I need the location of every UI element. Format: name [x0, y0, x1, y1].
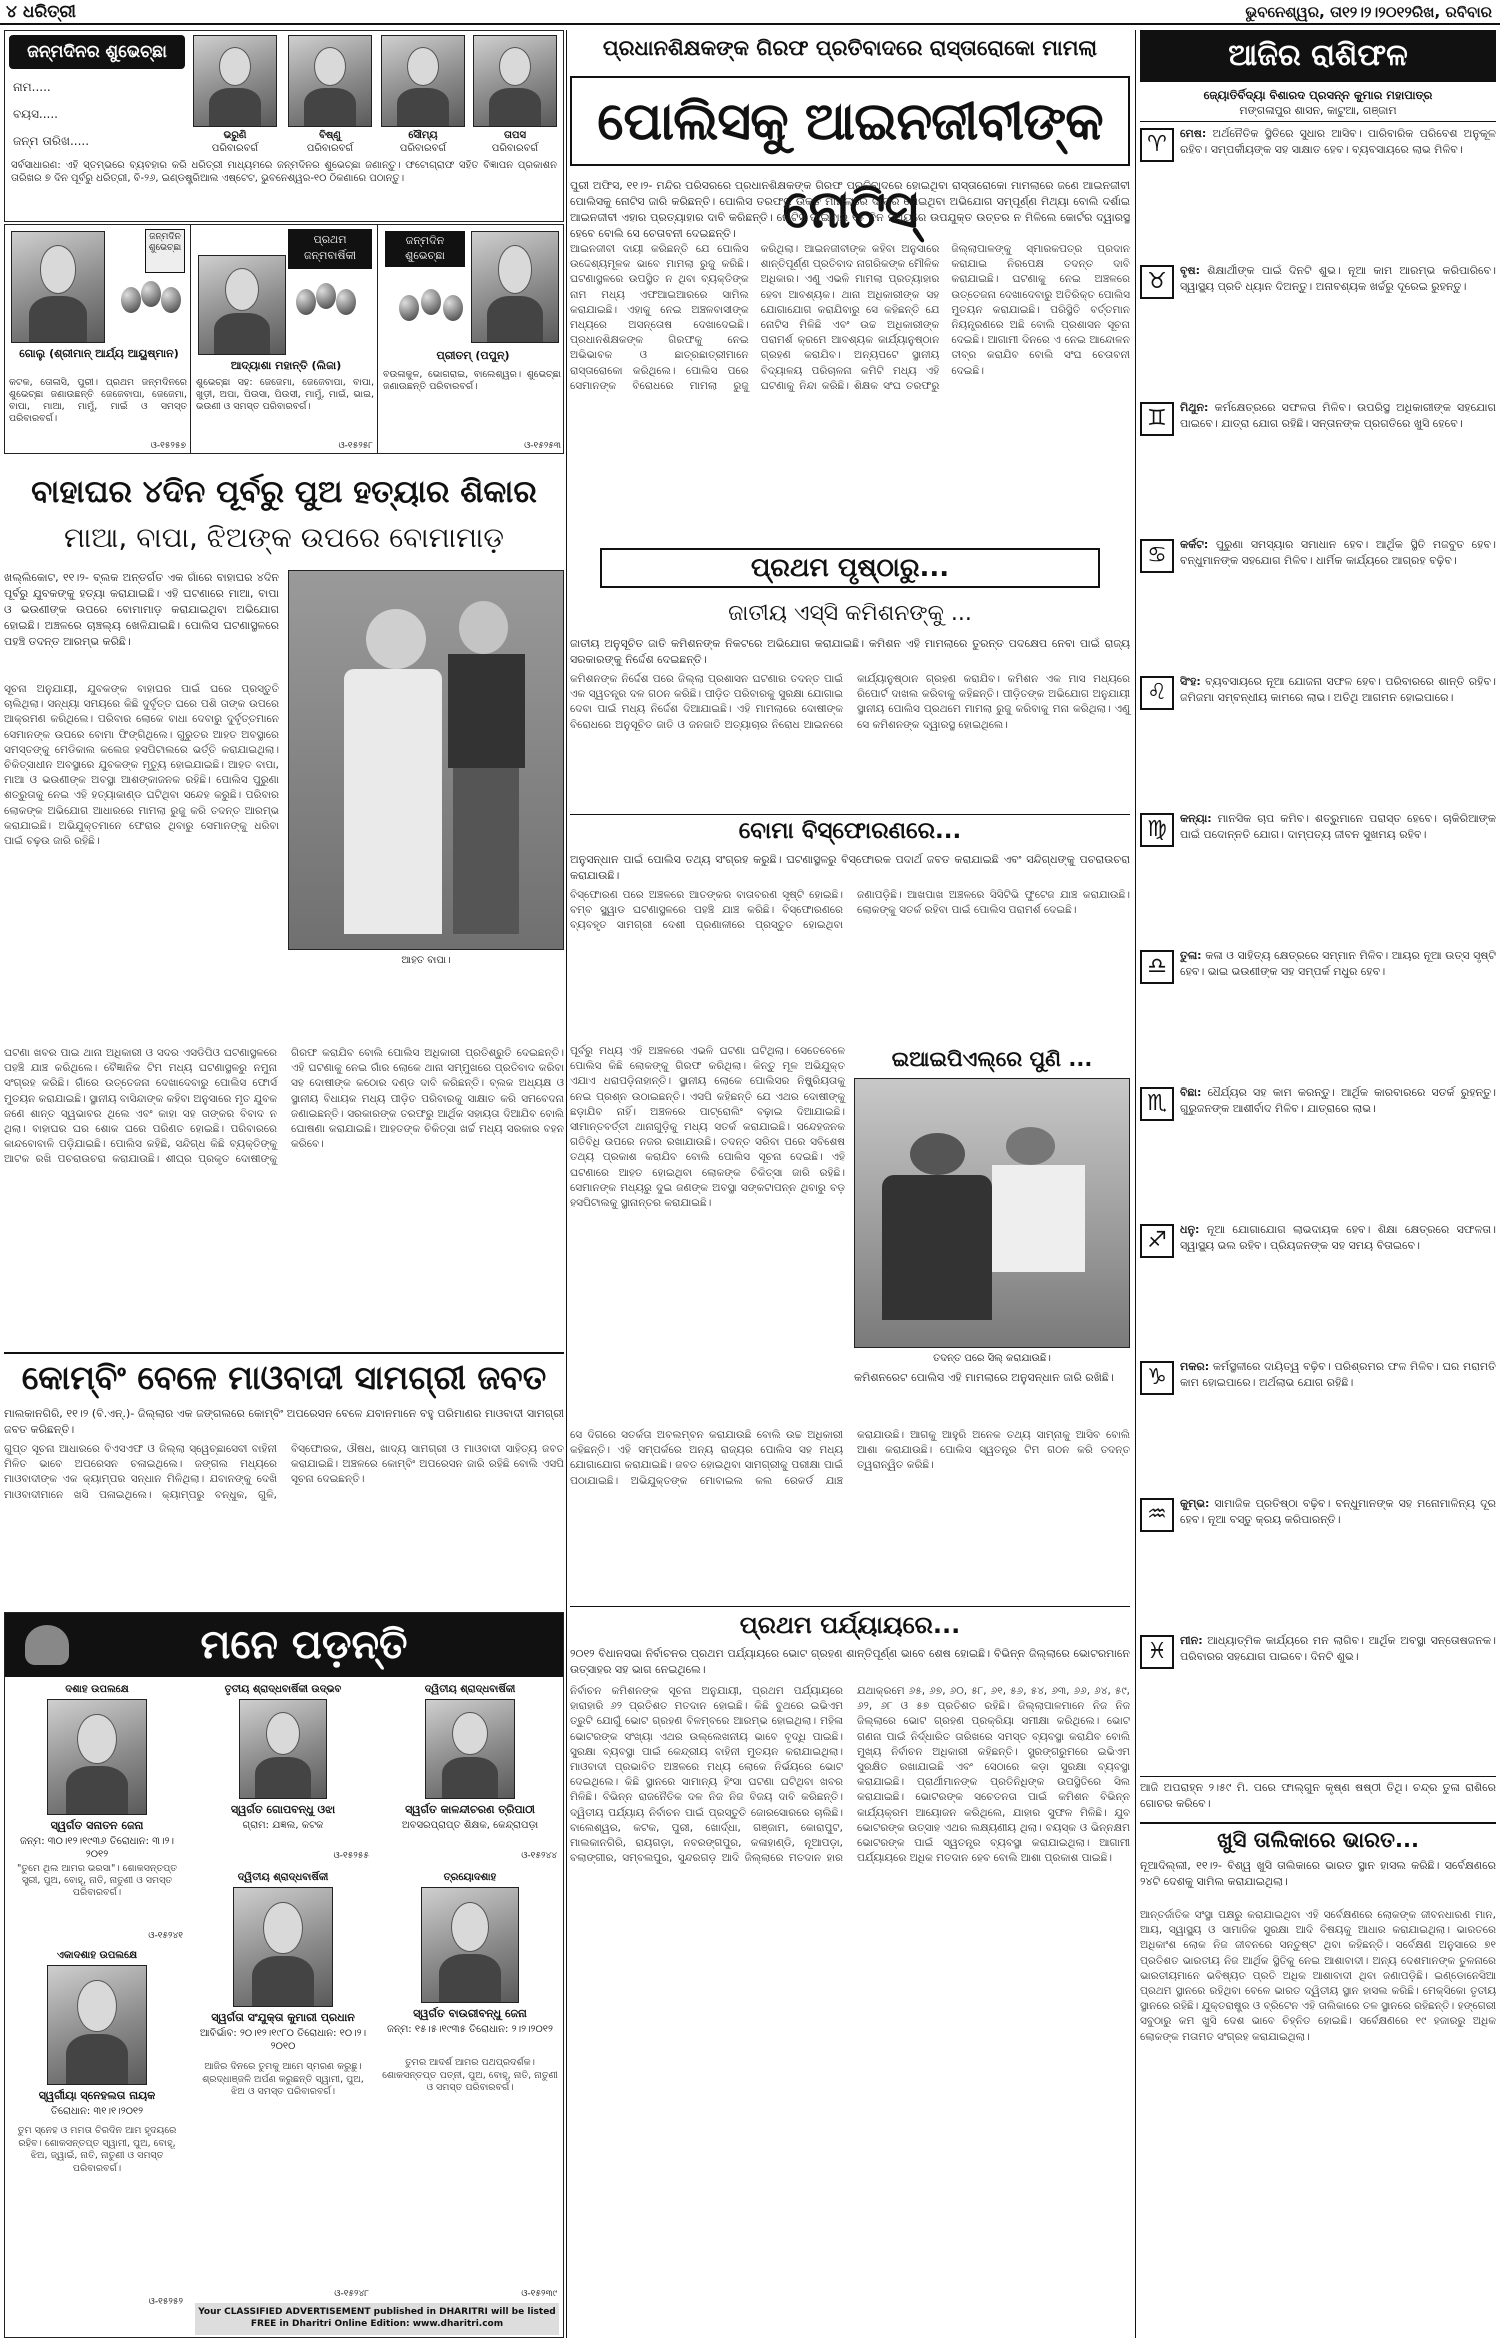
card-text-3: ବଉଳାକୁଳ, ଭୋଗରାଇ, ବାଲେଶ୍ୱର। ଶୁଭେଚ୍ଛା ଜଣାଉଛନ୍ତି ପରିବାରବର୍ଗ। — [383, 369, 561, 392]
sign-text-scorpio: ଧୈର୍ଯ୍ୟର ସହ କାମ କରନ୍ତୁ। ଆର୍ଥିକ କାରବାରରେ ସତର୍କ ରୁହନ୍ତୁ। ଗୁରୁଜନଙ୍କ ଆଶୀର୍ବାଦ ମିଳିବ। ଯାତ୍ରାରେ ଲାଭ। — [1180, 1086, 1496, 1115]
happiness-headline: ଖୁସି ତାଲିକାରେ ଭାରତ... — [1140, 1822, 1496, 1856]
classified-footer: Your CLASSIFIED ADVERTISEMENT published in DHARITRI will be listed FREE in Dharitri Online Edition: www.dharitri.com — [195, 2303, 559, 2335]
maoist-body-cont: ଗୁପ୍ତ ସୂଚନା ଆଧାରରେ ବିଏସଏଫ ଓ ଜିଲ୍ଲା ସ୍ୱେଚ୍ଛାସେବୀ ବାହିନୀ ମିଳିତ ଭାବେ ଅପରେସନ ଚଳାଇଥିଲେ। ଜଙ୍ଗଲ ମଧ୍ୟରେ ମାଓବାଦୀଙ୍କ ଏକ କ୍ୟାମ୍ପର ସନ୍ଧାନ ମିଳିଥିଲା। ଯବାନଙ୍କୁ ଦେଖି ମାଓବାଦୀମାନେ ଖସି ପଳାଇଥିଲେ। କ୍ୟାମ୍ପରୁ ବନ୍ଧୁକ, ଗୁଳି, ବିସ୍ଫୋରକ, ଔଷଧ, ଖାଦ୍ୟ ସାମଗ୍ରୀ ଓ ମାଓବାଦୀ ସାହିତ୍ୟ ଜବତ କରାଯାଇଛି। ଅଞ୍ଚଳରେ କୋମ୍ବିଂ ଅପରେସନ ଜାରି ରହିଛି ବୋଲି ଏସପି ସୂଚନା ଦେଇଛନ୍ତି। — [4, 1443, 564, 1501]
lead-story — [570, 30, 1130, 560]
card-code-3: ଓ-୧୫୨୫୩ — [524, 441, 561, 451]
election-headline: ପ୍ରଥମ ପର୍ଯ୍ୟାୟରେ... — [570, 1606, 1130, 1643]
obit-1 — [9, 1683, 185, 1943]
form-field-age: ବୟସ..... — [13, 107, 58, 121]
election-body: ୨୦୧୨ ବିଧାନସଭା ନିର୍ବାଚନର ପ୍ରଥମ ପର୍ଯ୍ୟାୟରେ ଭୋଟ ଗ୍ରହଣ ଶାନ୍ତିପୂର୍ଣ୍ଣ ଭାବେ ଶେଷ ହୋଇଛି। ବିଭିନ୍ନ ଜିଲ୍ଲାରେ ଭୋଟରମାନେ ଉତ୍ସାହର ସହ ଭାଗ ନେଇଥିଲେ। — [570, 1647, 1130, 1676]
continued-body-1: ଜାତୀୟ ଅନୁସୂଚିତ ଜାତି କମିଶନଙ୍କ ନିକଟରେ ଅଭିଯୋଗ କରାଯାଇଛି। କମିଶନ ଏହି ମାମଲାରେ ତୁରନ୍ତ ପଦକ୍ଷେପ ନେବା ପାଇଁ ରାଜ୍ୟ ସରକାରଙ୍କୁ ନିର୍ଦ୍ଦେଶ ଦେଇଛନ୍ତି। — [570, 637, 1130, 666]
obit-5 — [195, 1871, 371, 2301]
ipl-photo — [854, 1078, 1130, 1348]
obit-photo-4 — [47, 1965, 147, 2085]
obit-name-3: ସ୍ୱର୍ଗତ କାଳନ୍ଦୀଚରଣ ତ୍ରିପାଠୀ — [405, 1803, 535, 1816]
obit-tag-2: ତୃତୀୟ ଶ୍ରାଦ୍ଧବାର୍ଷିକୀ ଉଦ୍ଭବ — [224, 1684, 342, 1695]
card-balloons-icon — [145, 229, 185, 273]
maoist-body: ମାଲକାନଗିରି, ୧୧।୨ (ବି.ଏନ୍.)- ଜିଲ୍ଲାର ଏକ ଜଙ୍ଗଲରେ କୋମ୍ବିଂ ଅପରେସନ ବେଳେ ଯବାନମାନେ ବହୁ ପରିମାଣର ମାଓବାଦୀ ସାମଗ୍ରୀ ଜବତ କରିଛନ୍ତି। — [4, 1407, 564, 1436]
murder-headline-2: ମାଆ, ବାପା, ଝିଅଙ୍କ ଉପରେ ବୋମାମାଡ଼ — [63, 521, 505, 554]
birthday-card-2 — [192, 225, 378, 453]
obit-code-5: ଓ-୧୫୨୪୮ — [334, 2289, 369, 2299]
taurus-icon: ♉ — [1140, 265, 1174, 299]
continued-section — [570, 548, 1130, 1598]
sign-pisces — [1140, 1633, 1496, 1770]
kid-name-2: ବିଷ୍ଣୁ — [319, 130, 341, 141]
kid-name-1: ଭରୁଣି — [223, 130, 247, 141]
sign-name-capricorn: ମକର: — [1180, 1360, 1210, 1373]
sign-name-gemini: ମିଥୁନ: — [1180, 401, 1209, 414]
kid-sub-2: ପରିବାରବର୍ଗ — [306, 143, 354, 154]
obit-tag-3: ଦ୍ୱିତୀୟ ଶ୍ରାଦ୍ଧବାର୍ଷିକୀ — [424, 1684, 516, 1695]
murder-photo — [288, 570, 564, 950]
kid-sub-1: ପରିବାରବର୍ଗ — [211, 143, 259, 154]
murder-photo-caption: ଆହତ ବାପା। — [401, 955, 451, 966]
form-field-name: ନାମ..... — [13, 80, 51, 94]
murder-body: ଖଲ୍ଲିକୋଟ, ୧୧।୨- ବ୍ଲକ ଅନ୍ତର୍ଗତ ଏକ ଗାଁରେ ବାହାଘର ୪ଦିନ ପୂର୍ବରୁ ଯୁବକଙ୍କୁ ହତ୍ୟା କରାଯାଇଛି। ଏହି ଘଟଣାରେ ମାଆ, ବାପା ଓ ଭଉଣୀଙ୍କ ଉପରେ ବୋମାମାଡ଼ କରାଯାଇଥିବା ଅଭିଯୋଗ ହୋଇଛି। ଅଞ୍ଚଳରେ ଚାଞ୍ଚଲ୍ୟ ଖେଳିଯାଇଛି। ପୋଲିସ ଘଟଣାସ୍ଥଳରେ ପହଞ୍ଚି ତଦନ୍ତ ଆରମ୍ଭ କରିଛି। — [4, 571, 279, 648]
birthday-section — [4, 30, 564, 222]
birthday-note: ସର୍ବସାଧାରଣ: ଏହି ସ୍ତମ୍ଭରେ ବ୍ୟବହାର କରି ଧରିତ୍ରୀ ମାଧ୍ୟମରେ ଜନ୍ମଦିନର ଶୁଭେଚ୍ଛା ଜଣାନ୍ତୁ। ଫଟୋଗ୍ରାଫ ସହିତ ବିଜ୍ଞାପନ ପ୍ରକାଶନ ତାରିଖର ୭ ଦିନ ପୂର୍ବରୁ ଧରିତ୍ରୀ, ବି-୨୬, ଇଣ୍ଡଷ୍ଟ୍ରିଆଲ ଏଷ୍ଟେଟ, ଭୁବନେଶ୍ୱର-୧୦ ଠିକଣାରେ ପଠାନ୍ତୁ। — [11, 160, 557, 184]
obit-code-3: ଓ-୧୫୨୪୪ — [521, 1851, 557, 1861]
sign-text-libra: କଳା ଓ ସାହିତ୍ୟ କ୍ଷେତ୍ରରେ ସମ୍ମାନ ମିଳିବ। ଆୟର ନୂଆ ଉତ୍ସ ସୃଷ୍ଟି ହେବ। ଭାଇ ଭଉଣୀଙ୍କ ସହ ସମ୍ପର୍କ ମଧୁର ହେବ। — [1180, 949, 1497, 978]
obit-extra-1: "ତୁମେ ଥିଲ ଆମର ଭରସା"। ଶୋକସନ୍ତପ୍ତ ସ୍ତ୍ରୀ, ପୁଅ, ବୋହୂ, ନାତି, ନାତୁଣୀ ଓ ସମସ୍ତ ପରିବାରବର୍ଗ। — [16, 1863, 178, 1898]
obit-tag-6: ତ୍ରୟୋଦଶାହ — [443, 1872, 497, 1883]
obit-photo-3 — [425, 1699, 515, 1799]
page-number: ୪ ଧରିତ୍ରୀ — [6, 2, 76, 22]
card-tag-3: ଜନ୍ମଦିନ ଶୁଭେଚ୍ଛା — [385, 231, 465, 267]
card-name-1: ଗୋଲୁ (ଶ୍ରୀମାନ୍ ଆର୍ଯ୍ୟ ଆୟୁଷ୍ମାନ) — [19, 347, 179, 360]
continued-label: ପ୍ରଥମ ପୃଷ୍ଠାରୁ... — [600, 548, 1100, 588]
sign-text-pisces: ଆଧ୍ୟାତ୍ମିକ କାର୍ଯ୍ୟରେ ମନ ଲାଗିବ। ଆର୍ଥିକ ଅବସ୍ଥା ସନ୍ତୋଷଜନକ। ପରିବାରର ସହଯୋଗ ପାଇବେ। ଦିନଟି ଶୁଭ। — [1180, 1634, 1497, 1663]
card-photo-1 — [11, 231, 105, 343]
obit-photo-1 — [47, 1699, 147, 1815]
sign-name-virgo: କନ୍ୟା: — [1180, 812, 1212, 825]
page-header — [0, 0, 1500, 26]
sign-name-libra: ତୁଳା: — [1180, 949, 1202, 962]
rashifal-place: ମଙ୍ଗଳାପୁର ଶାସନ, କାଟୁଆ, ଗଞ୍ଜାମ — [1140, 104, 1496, 122]
happiness-body-cont: ଆନ୍ତର୍ଜାତିକ ସଂସ୍ଥା ପକ୍ଷରୁ କରାଯାଇଥିବା ଏହି ସର୍ବେକ୍ଷଣରେ ଲୋକଙ୍କ ଜୀବନଧାରଣ ମାନ, ଆୟ, ସ୍ୱାସ୍ଥ୍ୟ ଓ ସାମାଜିକ ସୁରକ୍ଷା ଆଦି ବିଷୟକୁ ଆଧାର କରାଯାଇଥିଲା। ଭାରତରେ ଅଧିକାଂଶ ଲୋକ ନିଜ ଜୀବନରେ ସନ୍ତୁଷ୍ଟ ଥିବା କହିଛନ୍ତି। ସର୍ବେକ୍ଷଣ ଅନୁସାରେ ୭୧ ପ୍ରତିଶତ ଭାରତୀୟ ନିଜ ଆର୍ଥିକ ସ୍ଥିତିକୁ ନେଇ ଆଶାବାଦୀ। ଅନ୍ୟ ଦେଶମାନଙ୍କ ତୁଳନାରେ ଭାରତୀୟମାନେ ଭବିଷ୍ୟତ ପ୍ରତି ଅଧିକ ଆଶାବାଦୀ ଥିବା ଜଣାପଡ଼ିଛି। ଇଣ୍ଡୋନେସିଆ ପ୍ରଥମ ସ୍ଥାନରେ ରହିଥିବା ବେଳେ ଭାରତ ଦ୍ୱିତୀୟ ସ୍ଥାନ ହାସଲ କରିଛି। ମେକ୍ସିକୋ ତୃତୀୟ ସ୍ଥାନରେ ରହିଛି। ଯୁକ୍ତରାଷ୍ଟ୍ର ଓ ବ୍ରିଟେନ ଏହି ତାଲିକାରେ ତଳ ସ୍ଥାନରେ ରହିଛନ୍ତି। ହଙ୍ଗେରୀ ସବୁଠାରୁ କମ ଖୁସି ଦେଶ ଭାବେ ଚିହ୍ନିତ ହୋଇଛି। ସର୍ବେକ୍ଷଣରେ ୧୯ ହଜାରରୁ ଅଧିକ ଲୋକଙ୍କ ମତାମତ ସଂଗ୍ରହ କରାଯାଇଥିଲା। — [1140, 1909, 1496, 2043]
ipl-body-cont: ସେ ଦିଗରେ ସତର୍କତା ଅବଲମ୍ବନ କରାଯାଉଛି ବୋଲି ଉଚ୍ଚ ଅଧିକାରୀ କହିଛନ୍ତି। ଏହି ସମ୍ପର୍କରେ ଅନ୍ୟ ରାଜ୍ୟର ପୋଲିସ ସହ ମଧ୍ୟ ଯୋଗାଯୋଗ କରାଯାଇଛି। ଜବତ ହୋଇଥିବା ସାମଗ୍ରୀକୁ ପରୀକ୍ଷା ପାଇଁ ପଠାଯାଇଛି। ଅଭିଯୁକ୍ତଙ୍କ ମୋବାଇଲ କଲ ରେକର୍ଡ ଯାଞ୍ଚ କରାଯାଉଛି। ଆଗକୁ ଆହୁରି ଅନେକ ତଥ୍ୟ ସାମ୍ନାକୁ ଆସିବ ବୋଲି ଆଶା କରାଯାଉଛି। ପୋଲିସ ସ୍ୱତନ୍ତ୍ର ଟିମ ଗଠନ କରି ତଦନ୍ତ ତ୍ୱରାନ୍ୱିତ କରିଛି। — [570, 1429, 1130, 1487]
obit-name-2: ସ୍ୱର୍ଗତ ଗୋପବନ୍ଧୁ ଓଝା — [230, 1803, 336, 1816]
kid-name-4: ତାପସ — [504, 130, 526, 141]
happiness-body: ନୂଆଦିଲ୍ଲୀ, ୧୧।୨- ବିଶ୍ୱ ଖୁସି ତାଲିକାରେ ଭାରତ ସ୍ଥାନ ହାସଲ କରିଛି। ସର୍ବେକ୍ଷଣରେ ୨୪ଟି ଦେଶକୁ ସାମିଲ କରାଯାଇଥିଲା। — [1140, 1859, 1496, 1888]
scorpio-icon: ♏ — [1140, 1087, 1174, 1121]
obit-text-5: ଆବିର୍ଭାବ: ୨୦।୧୨।୧୯୮୦ ତିରୋଧାନ: ୧୦।୨।୨୦୧୦ — [199, 2028, 367, 2052]
sign-list — [1140, 126, 1496, 1771]
aries-icon: ♈ — [1140, 128, 1174, 162]
card-photo-2 — [198, 255, 286, 355]
birthday-card-3 — [379, 225, 565, 453]
continued-sub-2: ବୋମା ବିସ୍ଫୋରଣରେ... — [570, 814, 1130, 847]
kid-photo-2 — [288, 35, 372, 127]
virgo-icon: ♍ — [1140, 813, 1174, 847]
sign-text-gemini: କର୍ମକ୍ଷେତ୍ରରେ ସଫଳତା ମିଳିବ। ଉପରିସ୍ଥ ଅଧିକାରୀଙ୍କ ସହଯୋଗ ପାଇବେ। ଯାତ୍ରା ଯୋଗ ରହିଛି। ସନ୍ତାନଙ୍କ ପ୍ରଗତିରେ ଖୁସି ହେବେ। — [1180, 401, 1496, 430]
election-body-cont: ନିର୍ବାଚନ କମିଶନଙ୍କ ସୂଚନା ଅନୁଯାୟୀ, ପ୍ରଥମ ପର୍ଯ୍ୟାୟରେ ହାରାହାରି ୬୨ ପ୍ରତିଶତ ମତଦାନ ହୋଇଛି। କିଛି ବୁଥରେ ଇଭିଏମ ତ୍ରୁଟି ଯୋଗୁଁ ଭୋଟ ଗ୍ରହଣ ବିଳମ୍ବରେ ଆରମ୍ଭ ହୋଇଥିଲା। ମହିଳା ଭୋଟରଙ୍କ ସଂଖ୍ୟା ଏଥର ଉଲ୍ଲେଖନୀୟ ଭାବେ ବୃଦ୍ଧି ପାଇଛି। ସୁରକ୍ଷା ବ୍ୟବସ୍ଥା ପାଇଁ କେନ୍ଦ୍ରୀୟ ବାହିନୀ ମୁତୟନ କରାଯାଇଥିଲା। ମାଓବାଦୀ ପ୍ରଭାବିତ ଅଞ୍ଚଳରେ ମଧ୍ୟ ଲୋକେ ନିର୍ଭୟରେ ଭୋଟ ଦେଇଥିଲେ। କିଛି ସ୍ଥାନରେ ସାମାନ୍ୟ ହିଂସା ଘଟଣା ଘଟିଥିବା ଖବର ମିଳିଛି। ବିଭିନ୍ନ ରାଜନୈତିକ ଦଳ ନିଜ ନିଜ ବିଜୟ ଦାବି କରିଛନ୍ତି। ଦ୍ୱିତୀୟ ପର୍ଯ୍ୟାୟ ନିର୍ବାଚନ ପାଇଁ ପ୍ରସ୍ତୁତି ଜୋରସୋରରେ ଚାଲିଛି। ବାଲେଶ୍ୱର, କଟକ, ପୁରୀ, ଖୋର୍ଦ୍ଧା, ଗଞ୍ଜାମ, କୋରାପୁଟ, ମାଲକାନଗିରି, ରାୟଗଡ଼ା, ନବରଙ୍ଗପୁର, କଳାହାଣ୍ଡି, ନୂଆପଡ଼ା, ବଲାଙ୍ଗୀର, ସମ୍ବଲପୁର, ସୁନ୍ଦରଗଡ଼ ଆଦି ଜିଲ୍ଲାରେ ମତଦାନ ହାର ଯଥାକ୍ରମେ ୬୫, ୬୭, ୬୦, ୫୮, ୬୧, ୫୬, ୫୪, ୬୩, ୬୬, ୬୪, ୫୯, ୬୨, ୬୮ ଓ ୫୭ ପ୍ରତିଶତ ରହିଛି। ଜିଲ୍ଲାପାଳମାନେ ନିଜ ନିଜ ଜିଲ୍ଲାରେ ଭୋଟ ଗ୍ରହଣ ପ୍ରକ୍ରିୟା ସମୀକ୍ଷା କରିଥିଲେ। ଭୋଟ ଗଣନା ପାଇଁ ନିର୍ଦ୍ଧାରିତ ତାରିଖରେ ସମସ୍ତ ବ୍ୟବସ୍ଥା କରାଯିବ ବୋଲି ମୁଖ୍ୟ ନିର୍ବାଚନ ଅଧିକାରୀ କହିଛନ୍ତି। ସ୍ଟ୍ରଙ୍ଗରୁମରେ ଇଭିଏମ ସୁରକ୍ଷିତ ରଖାଯାଇଛି ଏବଂ ସେଠାରେ କଡ଼ା ସୁରକ୍ଷା ବ୍ୟବସ୍ଥା କରାଯାଇଛି। ପ୍ରାର୍ଥୀମାନଙ୍କ ପ୍ରତିନିଧିଙ୍କ ଉପସ୍ଥିତିରେ ସିଲ କରାଯାଇଛି। ଭୋଟରଙ୍କ ସଚେତନତା ପାଇଁ କମିଶନ ବିଭିନ୍ନ କାର୍ଯ୍ୟକ୍ରମ ଆୟୋଜନ କରିଥିଲେ, ଯାହାର ସୁଫଳ ମିଳିଛି। ଯୁବ ଭୋଟରଙ୍କ ଉତ୍ସାହ ଏଥର ଲକ୍ଷ୍ୟଣୀୟ ଥିଲା। ବୟସ୍କ ଓ ଭିନ୍ନକ୍ଷମ ଭୋଟରଙ୍କ ପାଇଁ ସ୍ୱତନ୍ତ୍ର ବ୍ୟବସ୍ଥା କରାଯାଇଥିଲା। ଆଗାମୀ ପର୍ଯ୍ୟାୟରେ ଅଧିକ ମତଦାନ ହେବ ବୋଲି ଆଶା ପ୍ରକାଶ ପାଇଛି। — [570, 1685, 1130, 1865]
kid-photo-1 — [193, 35, 277, 127]
cancer-icon: ♋ — [1140, 539, 1174, 573]
obit-3 — [381, 1683, 559, 1863]
obit-text-6: ଜନ୍ମ: ୧୫।୫।୧୯୩୫ ତିରୋଧାନ: ୨।୨।୨୦୧୨ — [387, 2024, 553, 2035]
sign-aquarius — [1140, 1496, 1496, 1633]
murder-body-lower: ଘଟଣା ଖବର ପାଇ ଥାନା ଅଧିକାରୀ ଓ ସଦର ଏସଡିପିଓ ଘଟଣାସ୍ଥଳରେ ପହଞ୍ଚି ଯାଞ୍ଚ କରିଥିଲେ। ବୈଜ୍ଞାନିକ ଟିମ ମଧ୍ୟ ଘଟଣାସ୍ଥଳରୁ ନମୁନା ସଂଗ୍ରହ କରିଛି। ଗାଁରେ ଉତ୍ତେଜନା ଦେଖାଦେବାରୁ ପୋଲିସ ଫୋର୍ସ ମୁତୟନ କରାଯାଇଛି। ସ୍ଥାନୀୟ ବାସିନ୍ଦାଙ୍କ କହିବା ଅନୁସାରେ ମୃତ ଯୁବକ ଜଣେ ଶାନ୍ତ ସ୍ୱଭାବର ଥିଲେ ଏବଂ କାହା ସହ ତାଙ୍କର ବିବାଦ ନ ଥିଲା। ବାହାଘର ଘର ଶୋକ ଘରେ ପରିଣତ ହୋଇଛି। ପରିବାରରେ କାନ୍ଦବୋବାଳି ପଡ଼ିଯାଇଛି। ପୋଲିସ କହିଛି, ସନ୍ଦିଗ୍ଧ କିଛି ବ୍ୟକ୍ତିଙ୍କୁ ଆଟକ ରଖି ପଚରାଉଚରା କରାଯାଉଛି। ଶୀଘ୍ର ପ୍ରକୃତ ଦୋଷୀଙ୍କୁ ଗିରଫ କରାଯିବ ବୋଲି ପୋଲିସ ଅଧିକାରୀ ପ୍ରତିଶ୍ରୁତି ଦେଇଛନ୍ତି। ଏହି ଘଟଣାକୁ ନେଇ ଗାଁର ଲୋକେ ଥାନା ସମ୍ମୁଖରେ ପ୍ରତିବାଦ କରିବା ସହ ଦୋଷୀଙ୍କ କଠୋର ଦଣ୍ଡ ଦାବି କରିଛନ୍ତି। ବ୍ଲକ ଅଧ୍ୟକ୍ଷ ଓ ସ୍ଥାନୀୟ ବିଧାୟକ ମଧ୍ୟ ପୀଡ଼ିତ ପରିବାରକୁ ସାକ୍ଷାତ କରି ସମବେଦନା ଜଣାଇଛନ୍ତି। ସରକାରଙ୍କ ତରଫରୁ ଆର୍ଥିକ ସହାୟତା ଦିଆଯିବ ବୋଲି ଘୋଷଣା କରାଯାଇଛି। ଆହତଙ୍କ ଚିକିତ୍ସା ଖର୍ଚ୍ଚ ମଧ୍ୟ ସରକାର ବହନ କରିବେ। — [4, 1047, 564, 1166]
obit-tag-1: ଦଶାହ ଉପଲକ୍ଷେ — [65, 1684, 129, 1695]
sign-name-leo: ସିଂହ: — [1180, 675, 1201, 688]
obit-text-3: ଅବସରପ୍ରାପ୍ତ ଶିକ୍ଷକ, କେନ୍ଦ୍ରାପଡ଼ା — [401, 1820, 539, 1831]
rashifal-title: ଆଜିର ରାଶିଫଳ — [1140, 30, 1496, 82]
sign-text-aquarius: ସାମାଜିକ ପ୍ରତିଷ୍ଠା ବଢ଼ିବ। ବନ୍ଧୁମାନଙ୍କ ସହ ମନୋମାଳିନ୍ୟ ଦୂର ହେବ। ନୂଆ ବସ୍ତୁ କ୍ରୟ କରିପାରନ୍ତି। — [1180, 1497, 1496, 1526]
sign-name-sagittarius: ଧନୁ: — [1180, 1223, 1200, 1236]
rashifal-section — [1140, 30, 1496, 1820]
lamp-icon — [25, 1625, 69, 1665]
sign-taurus — [1140, 263, 1496, 400]
sign-gemini — [1140, 400, 1496, 537]
aquarius-icon: ♒ — [1140, 1498, 1174, 1532]
dateline: ଭୁବନେଶ୍ୱର, ତା୧୨।୨।୨୦୧୨ରିଖ, ରବିବାର — [1245, 3, 1492, 21]
obit-2 — [195, 1683, 371, 1863]
continued-body-3: ପୂର୍ବରୁ ମଧ୍ୟ ଏହି ଅଞ୍ଚଳରେ ଏଭଳି ଘଟଣା ଘଟିଥିଲା। ସେତେବେଳେ ପୋଲିସ କିଛି ଲୋକଙ୍କୁ ଗିରଫ କରିଥିଲା। କିନ୍ତୁ ମୂଳ ଅଭିଯୁକ୍ତ ଏଯାଏ ଧରାପଡ଼ିନାହାନ୍ତି। ସ୍ଥାନୀୟ ଲୋକେ ପୋଲିସର ନିଷ୍କ୍ରିୟତାକୁ ନେଇ ପ୍ରଶ୍ନ ଉଠାଇଛନ୍ତି। ଏସପି କହିଛନ୍ତି ଯେ ଏଥର ଦୋଷୀଙ୍କୁ ଛଡ଼ାଯିବ ନାହିଁ। ଅଞ୍ଚଳରେ ପାଟ୍ରୋଲିଂ ବଢ଼ାଇ ଦିଆଯାଇଛି। ସୀମାନ୍ତବର୍ତ୍ତୀ ଥାନାଗୁଡ଼ିକୁ ମଧ୍ୟ ସତର୍କ କରାଯାଇଛି। ସନ୍ଦେହଜନକ ଗତିବିଧି ଉପରେ ନଜର ରଖାଯାଉଛି। ତଦନ୍ତ ସରିବା ପରେ ସବିଶେଷ ତଥ୍ୟ ପ୍ରକାଶ କରାଯିବ ବୋଲି ପୋଲିସ ସୂଚନା ଦେଇଛି। ଏହି ଘଟଣାରେ ଆହତ ହୋଇଥିବା ଲୋକଙ୍କ ଚିକିତ୍ସା ଜାରି ରହିଛି। ସେମାନଙ୍କ ମଧ୍ୟରୁ ଦୁଇ ଜଣଙ୍କ ଅବସ୍ଥା ସଙ୍କଟାପନ୍ନ ଥିବାରୁ ବଡ଼ ହସପିଟାଲକୁ ସ୍ଥାନାନ୍ତର କରାଯାଇଛି। — [570, 1045, 845, 1210]
column-rule-1 — [566, 30, 567, 2338]
murder-body-cont: ସୂଚନା ଅନୁଯାୟୀ, ଯୁବକଙ୍କ ବାହାଘର ପାଇଁ ଘରେ ପ୍ରସ୍ତୁତି ଚାଲିଥିଲା। ସନ୍ଧ୍ୟା ସମୟରେ କିଛି ଦୁର୍ବୃତ୍ତ ଘରେ ପଶି ତାଙ୍କ ଉପରେ ଆକ୍ରମଣ କରିଥିଲେ। ପରିବାର ଲୋକେ ବାଧା ଦେବାରୁ ଦୁର୍ବୃତ୍ତମାନେ ସେମାନଙ୍କ ଉପରେ ବୋମା ଫିଙ୍ଗିଥିଲେ। ଗୁରୁତର ଆହତ ଅବସ୍ଥାରେ ସମସ୍ତଙ୍କୁ ମେଡିକାଲ କଲେଜ ହସପିଟାଲରେ ଭର୍ତ୍ତି କରାଯାଇଥିଲା। ଚିକିତ୍ସାଧୀନ ଅବସ୍ଥାରେ ଯୁବକଙ୍କ ମୃତ୍ୟୁ ହୋଇଯାଇଛି। ଆହତ ବାପା, ମାଆ ଓ ଭଉଣୀଙ୍କ ଅବସ୍ଥା ଆଶଙ୍କାଜନକ ରହିଛି। ପୋଲିସ ପୁରୁଣା ଶତ୍ରୁତାକୁ ନେଇ ଏହି ହତ୍ୟାକାଣ୍ଡ ଘଟିଥିବା ସନ୍ଦେହ କରୁଛି। ପରିବାର ଲୋକଙ୍କ ଅଭିଯୋଗ ଆଧାରରେ ମାମଲା ରୁଜୁ କରି ତଦନ୍ତ ଆରମ୍ଭ କରାଯାଇଛି। ଅଭିଯୁକ୍ତମାନେ ଫେରାର ଥିବାରୁ ସେମାନଙ୍କୁ ଧରିବା ପାଇଁ ଚଢ଼ଉ ଜାରି ରହିଛି। — [4, 683, 279, 848]
form-field-dob: ଜନ୍ମ ତାରିଖ..... — [13, 134, 90, 148]
obit-4 — [9, 1949, 185, 2309]
rashifal-note: ଆଜି ଅପରାହ୍ନ ୨।୫୯ ମି. ପରେ ଫାଲ୍ଗୁନ କୃଷ୍ଣ ଷଷ୍ଠୀ ତିଥି। ଚନ୍ଦ୍ର ତୁଳା ରାଶିରେ ଗୋଚର କରିବେ। — [1140, 1776, 1496, 1816]
libra-icon: ♎ — [1140, 950, 1174, 984]
obit-code-1: ଓ-୧୫୨୪୧ — [148, 1931, 183, 1941]
obit-name-4: ସ୍ୱର୍ଗୀୟା ସ୍ନେହଲତା ନାୟକ — [38, 2089, 156, 2102]
birthday-title: ଜନ୍ମଦିନର ଶୁଭେଚ୍ଛା — [9, 35, 185, 69]
obit-code-6: ଓ-୧୫୨୩୯ — [521, 2289, 557, 2299]
obit-photo-5 — [233, 1887, 333, 2007]
continued-body-2: ଅନୁସନ୍ଧାନ ପାଇଁ ପୋଲିସ ତଥ୍ୟ ସଂଗ୍ରହ କରୁଛି। ଘଟଣାସ୍ଥଳରୁ ବିସ୍ଫୋରକ ପଦାର୍ଥ ଜବତ କରାଯାଇଛି ଏବଂ ସନ୍ଦିଗ୍ଧଙ୍କୁ ପଚରାଉଚରା କରାଯାଉଛି। — [570, 853, 1130, 882]
continued-body-2-cont: ବିସ୍ଫୋରଣ ପରେ ଅଞ୍ଚଳରେ ଆତଙ୍କର ବାତାବରଣ ସୃଷ୍ଟି ହୋଇଛି। ବମ୍ବ ସ୍କ୍ୱାଡ ଘଟଣାସ୍ଥଳରେ ପହଞ୍ଚି ଯାଞ୍ଚ କରିଛି। ବିସ୍ଫୋରଣରେ ବ୍ୟବହୃତ ସାମଗ୍ରୀ ଦେଶୀ ପ୍ରଣାଳୀରେ ପ୍ରସ୍ତୁତ ହୋଇଥିବା ଜଣାପଡ଼ିଛି। ଆଖପାଖ ଅଞ୍ଚଳରେ ସିସିଟିଭି ଫୁଟେଜ ଯାଞ୍ଚ କରାଯାଉଛି। ଲୋକଙ୍କୁ ସତର୍କ ରହିବା ପାଇଁ ପୋଲିସ ପରାମର୍ଶ ଦେଇଛି। — [570, 889, 1130, 932]
sign-virgo — [1140, 811, 1496, 948]
kid-photo-4 — [473, 35, 557, 127]
leo-icon: ♌ — [1140, 676, 1174, 710]
card-code-1: ଓ-୧୫୨୫୭ — [150, 441, 186, 451]
obit-extra-6: ତୁମର ଆଦର୍ଶ ଆମର ପଥପ୍ରଦର୍ଶକ। ଶୋକସନ୍ତପ୍ତ ପତ୍ନୀ, ପୁଅ, ବୋହୂ, ନାତି, ନାତୁଣୀ ଓ ସମସ୍ତ ପରିବାରବର୍ଗ। — [382, 2057, 558, 2093]
sign-name-taurus: ବୃଷ: — [1180, 264, 1201, 277]
lead-body: ପୁରୀ ଅଫିସ, ୧୧।୨- ମନ୍ଦିର ପରିସରରେ ପ୍ରଧାନଶିକ୍ଷକଙ୍କ ଗିରଫ ପ୍ରତିବାଦରେ ହୋଇଥିବା ରାସ୍ତାରୋକୋ ମାମଲାରେ ଜଣେ ଆଇନଜୀବୀ ପୋଲିସକୁ ନୋଟିସ ଜାରି କରିଛନ୍ତି। ପୋଲିସ ତରଫରୁ ଉକ୍ତ ମାମଲାରେ ଦାୟର ହୋଇଥିବା ଅଭିଯୋଗ ସମ୍ପୂର୍ଣ୍ଣ ମିଥ୍ୟା ବୋଲି ଦର୍ଶାଇ ଆଇନଜୀବୀ ଏହାର ପ୍ରତ୍ୟାହାର ଦାବି କରିଛନ୍ତି। ନୋଟିସ ପାଇବାର ୧୫ ଦିନ ମଧ୍ୟରେ ଉପଯୁକ୍ତ ଉତ୍ତର ନ ମିଳିଲେ କୋର୍ଟର ଦ୍ୱାରସ୍ଥ ହେବେ ବୋଲି ସେ ଚେତାବନୀ ଦେଇଛନ୍ତି। — [570, 179, 1130, 240]
sign-name-pisces: ମୀନ: — [1180, 1634, 1203, 1647]
obit-name-1: ସ୍ୱର୍ଗତ ସନାତନ ଜେନା — [50, 1819, 144, 1832]
card-code-2: ଓ-୧୫୨୫୮ — [338, 441, 373, 451]
lead-body-cont: ଆଇନଜୀବୀ ଦାୟୀ କରିଛନ୍ତି ଯେ ପୋଲିସ ଉଦ୍ଦେଶ୍ୟମୂଳକ ଭାବେ ମାମଲା ରୁଜୁ କରିଛି। ଘଟଣାସ୍ଥଳରେ ଉପସ୍ଥିତ ନ ଥିବା ବ୍ୟକ୍ତିଙ୍କ ନାମ ମଧ୍ୟ ଏଫଆଇଆରରେ ସାମିଲ କରାଯାଇଛି। ଏହାକୁ ନେଇ ଅଞ୍ଚଳବାସୀଙ୍କ ମଧ୍ୟରେ ଅସନ୍ତୋଷ ଦେଖାଦେଇଛି। ପ୍ରଧାନଶିକ୍ଷକଙ୍କ ଗିରଫକୁ ନେଇ ଅଭିଭାବକ ଓ ଛାତ୍ରଛାତ୍ରୀମାନେ ରାସ୍ତାରୋକୋ କରିଥିଲେ। ପୋଲିସ ପରେ ସେମାନଙ୍କ ବିରୋଧରେ ମାମଲା ରୁଜୁ କରିଥିଲା। ଆଇନଜୀବୀଙ୍କ କହିବା ଅନୁସାରେ ଶାନ୍ତିପୂର୍ଣ୍ଣ ପ୍ରତିବାଦ ନାଗରିକଙ୍କ ମୌଳିକ ଅଧିକାର। ଏଣୁ ଏଭଳି ମାମଲା ପ୍ରତ୍ୟାହାର ହେବା ଆବଶ୍ୟକ। ଥାନା ଅଧିକାରୀଙ୍କ ସହ ଯୋଗାଯୋଗ କରାଯିବାରୁ ସେ କହିଛନ୍ତି ଯେ ନୋଟିସ ମିଳିଛି ଏବଂ ଉଚ୍ଚ ଅଧିକାରୀଙ୍କ ପରାମର୍ଶ କ୍ରମେ ଆବଶ୍ୟକ କାର୍ଯ୍ୟାନୁଷ୍ଠାନ ଗ୍ରହଣ କରାଯିବ। ଅନ୍ୟପଟେ ସ୍ଥାନୀୟ ବିଦ୍ୟାଳୟ ପରିଚାଳନା କମିଟି ମଧ୍ୟ ଏହି ଘଟଣାକୁ ନିନ୍ଦା କରିଛି। ଶିକ୍ଷକ ସଂଘ ତରଫରୁ ଜିଲ୍ଲାପାଳଙ୍କୁ ସ୍ମାରକପତ୍ର ପ୍ରଦାନ କରାଯାଇ ନିରପେକ୍ଷ ତଦନ୍ତ ଦାବି କରାଯାଇଛି। ଘଟଣାକୁ ନେଇ ଅଞ୍ଚଳରେ ଉତ୍ତେଜନା ଦେଖାଦେବାରୁ ଅତିରିକ୍ତ ପୋଲିସ ମୁତୟନ କରାଯାଇଛି। ପରିସ୍ଥିତି ବର୍ତ୍ତମାନ ନିୟନ୍ତ୍ରଣରେ ଅଛି ବୋଲି ପ୍ରଶାସନ ସୂଚନା ଦେଇଛି। ଆଗାମୀ ଦିନରେ ଏ ନେଇ ଆନ୍ଦୋଳନ ତୀବ୍ର କରାଯିବ ବୋଲି ସଂଘ ଚେତାବନୀ ଦେଇଛି। — [570, 243, 1130, 392]
obit-tag-5: ଦ୍ୱିତୀୟ ଶ୍ରାଦ୍ଧବାର୍ଷିକୀ — [237, 1872, 329, 1883]
sign-scorpio — [1140, 1085, 1496, 1222]
sign-name-aquarius: କୁମ୍ଭ: — [1180, 1497, 1210, 1510]
sign-name-aries: ମେଷ: — [1180, 127, 1207, 140]
obit-text-4: ତିରୋଧାନ: ୩୧।୧।୨୦୧୨ — [50, 2106, 144, 2117]
sign-sagittarius — [1140, 1222, 1496, 1359]
sign-text-cancer: ପୁରୁଣା ସମସ୍ୟାର ସମାଧାନ ହେବ। ଆର୍ଥିକ ସ୍ଥିତି ମଜବୁତ ହେବ। ବନ୍ଧୁମାନଙ୍କ ସହଯୋଗ ମିଳିବ। ଧାର୍ମିକ କାର୍ଯ୍ୟରେ ଆଗ୍ରହ ବଢ଼ିବ। — [1180, 538, 1496, 567]
card-text-2: ଶୁଭେଚ୍ଛା ସହ: ଜେଜେମା, ଜେଜେବାପା, ବାପା, ଖୁଡ଼ୀ, ଅପା, ପିଉସା, ପିଉସୀ, ମାମୁଁ, ମାଇଁ, ଭାଇ, ଭଉଣୀ ଓ ସମସ୍ତ ପରିବାରବର୍ଗ। — [196, 377, 374, 412]
obit-photo-6 — [421, 1887, 519, 2003]
sign-text-capricorn: କର୍ମସ୍ଥଳୀରେ ଦାୟିତ୍ୱ ବଢ଼ିବ। ପରିଶ୍ରମର ଫଳ ମିଳିବ। ଘର ମରାମତି କାମ ହୋଇପାରେ। ଅର୍ଥଲାଭ ଯୋଗ ରହିଛି। — [1180, 1360, 1497, 1389]
maoist-headline: କୋମ୍ବିଂ ବେଳେ ମାଓବାଦୀ ସାମଗ୍ରୀ ଜବତ — [4, 1352, 564, 1402]
maoist-story — [4, 1352, 564, 1608]
continued-body-1-cont: କମିଶନଙ୍କ ନିର୍ଦ୍ଦେଶ ପରେ ଜିଲ୍ଲା ପ୍ରଶାସନ ଘଟଣାର ତଦନ୍ତ ପାଇଁ ଏକ ସ୍ୱତନ୍ତ୍ର ଦଳ ଗଠନ କରିଛି। ପୀଡ଼ିତ ପରିବାରକୁ ସୁରକ୍ଷା ଯୋଗାଇ ଦେବା ପାଇଁ ମଧ୍ୟ ନିର୍ଦ୍ଦେଶ ଦିଆଯାଇଛି। ଏହି ମାମଲାରେ ଦୋଷୀଙ୍କ ବିରୋଧରେ ଅନୁସୂଚିତ ଜାତି ଓ ଜନଜାତି ଅତ୍ୟାଚାର ନିରୋଧ ଆଇନରେ କାର୍ଯ୍ୟାନୁଷ୍ଠାନ ଗ୍ରହଣ କରାଯିବ। କମିଶନ ଏକ ମାସ ମଧ୍ୟରେ ରିପୋର୍ଟ ଦାଖଲ କରିବାକୁ କହିଛନ୍ତି। ପୀଡ଼ିତଙ୍କ ଅଭିଯୋଗ ଅନୁଯାୟୀ ସ୍ଥାନୀୟ ପୋଲିସ ପ୍ରଥମେ ମାମଲା ରୁଜୁ କରିବାକୁ ମନା କରିଥିଲା। ଏଣୁ ସେ କମିଶନଙ୍କ ଦ୍ୱାରସ୍ଥ ହୋଇଥିଲେ। — [570, 673, 1130, 731]
sign-text-leo: ବ୍ୟବସାୟରେ ନୂଆ ଯୋଜନା ସଫଳ ହେବ। ପରିବାରରେ ଶାନ୍ତି ରହିବ। ଜମିଜମା ସମ୍ବନ୍ଧୀୟ କାମରେ ଲାଭ। ଅତିଥି ଆଗମନ ହୋଇପାରେ। — [1180, 675, 1496, 704]
sign-name-scorpio: ବିଛା: — [1180, 1086, 1202, 1099]
birthday-cards — [4, 224, 564, 454]
card-name-3: ପ୍ରୀତମ୍ (ପପୁନ୍) — [436, 349, 510, 362]
capricorn-icon: ♑ — [1140, 1361, 1174, 1395]
obit-name-5: ସ୍ୱର୍ଗତା ସଂଯୁକ୍ତା କୁମାରୀ ପ୍ରଧାନ — [211, 2011, 355, 2024]
happiness-story — [1140, 1822, 1496, 2338]
obit-6 — [381, 1871, 559, 2301]
kid-sub-3: ପରିବାରବର୍ଗ — [399, 143, 447, 154]
sign-libra — [1140, 948, 1496, 1085]
obit-text-2: ଗ୍ରାମ: ଯଜ୍ଞଲ, କଟକ — [242, 1820, 324, 1831]
card-tag-1: ଜନ୍ମଦିନ ଶୁଭେଚ୍ଛା — [148, 232, 182, 253]
kid-photo-3 — [381, 35, 465, 127]
ipl-title: ଇଆଇପିଏଲ୍‌ରେ ପୁଣି ... — [891, 1047, 1093, 1071]
sign-leo — [1140, 674, 1496, 811]
column-rule-2 — [1135, 30, 1136, 2338]
sign-cancer — [1140, 537, 1496, 674]
lead-kicker: ପ୍ରଧାନଶିକ୍ଷକଙ୍କ ଗିରଫ ପ୍ରତିବାଦରେ ରାସ୍ତାରୋକୋ ମାମଲା — [602, 36, 1098, 60]
obit-text-1: ଜନ୍ମ: ୩୦।୧୨।୧୯୩୬ ତିରୋଧାନ: ୩।୨।୨୦୧୨ — [19, 1836, 175, 1860]
sign-aries — [1140, 126, 1496, 263]
card-photo-3 — [471, 231, 559, 343]
card-tag-2: ପ୍ରଥମ ଜନ୍ମବାର୍ଷିକୀ — [288, 229, 372, 269]
sign-capricorn — [1140, 1359, 1496, 1496]
gemini-icon: ♊ — [1140, 402, 1174, 436]
obit-code-4: ଓ-୧୫୨୫୨ — [148, 2297, 183, 2307]
rashifal-author: ଜ୍ୟୋତିର୍ବିଦ୍ୟା ବିଶାରଦ ପ୍ରସନ୍ନ କୁମାର ମହାପାତ୍ର — [1203, 88, 1433, 102]
obit-name-6: ସ୍ୱର୍ଗତ ବାଉରୀବନ୍ଧୁ ଜେନା — [413, 2007, 527, 2020]
obit-extra-5: ଆଜିର ଦିନରେ ତୁମକୁ ଆମେ ସ୍ମରଣ କରୁଛୁ। ଶ୍ରଦ୍ଧାଞ୍ଜଳି ଅର୍ପଣ କରୁଛନ୍ତି ସ୍ୱାମୀ, ପୁଅ, ଝିଅ ଓ ସମସ୍ତ ପରିବାରବର୍ଗ। — [202, 2061, 364, 2097]
card-text-1: କଟକ, ତୋଳାସି, ପୁରୀ। ପ୍ରଥମ ଜନ୍ମଦିନରେ ଶୁଭେଚ୍ଛା ଜଣାଉଛନ୍ତି ଜେଜେବାପା, ଜେଜେମା, ବାପା, ମାଆ, ମାମୁଁ, ମାଇଁ ଓ ସମସ୍ତ ପରିବାରବର୍ଗ। — [9, 377, 187, 424]
kid-sub-4: ପରିବାରବର୍ଗ — [491, 143, 539, 154]
continued-sub-1: ଜାତୀୟ ଏସ୍‌ସି କମିଶନଙ୍କୁ ... — [728, 601, 972, 626]
obit-photo-2 — [239, 1699, 327, 1799]
sign-text-sagittarius: ନୂଆ ଯୋଗାଯୋଗ ଲାଭଦାୟକ ହେବ। ଶିକ୍ଷା କ୍ଷେତ୍ରରେ ସଫଳତା। ସ୍ୱାସ୍ଥ୍ୟ ଭଲ ରହିବ। ପ୍ରିୟଜନଙ୍କ ସହ ସମୟ ବିତାଇବେ। — [1180, 1223, 1496, 1252]
card-name-2: ଆଦ୍ୟାଶା ମହାନ୍ତି (ଲିଜା) — [230, 359, 342, 372]
ipl-caption: ତଦନ୍ତ ପରେ ସିଲ୍ କରାଯାଉଛି। — [933, 1353, 1051, 1364]
election-story — [570, 1606, 1130, 2338]
murder-headline-1: ବାହାଘର ୪ଦିନ ପୂର୍ବରୁ ପୁଅ ହତ୍ୟାର ଶିକାର — [31, 474, 537, 510]
sign-text-taurus: ଶିକ୍ଷାର୍ଥୀଙ୍କ ପାଇଁ ଦିନଟି ଶୁଭ। ନୂଆ କାମ ଆରମ୍ଭ କରିପାରିବେ। ସ୍ୱାସ୍ଥ୍ୟ ପ୍ରତି ଧ୍ୟାନ ଦିଅନ୍ତୁ। ଅନାବଶ୍ୟକ ଖର୍ଚ୍ଚରୁ ଦୂରେଇ ରୁହନ୍ତୁ। — [1180, 264, 1496, 293]
obit-code-2: ଓ-୧୫୨୫୫ — [333, 1851, 369, 1861]
lead-headline: ପୋଲିସକୁ ଆଇନଜୀବୀଙ୍କ ନୋଟିସ୍ — [570, 76, 1130, 166]
obituary-title: ମନେ ପଡ଼ନ୍ତି — [5, 1613, 563, 1677]
obituary-section — [4, 1612, 564, 2338]
pisces-icon: ♓ — [1140, 1635, 1174, 1669]
kid-name-3: ସୌମ୍ୟ — [408, 130, 438, 141]
sagittarius-icon: ♐ — [1140, 1224, 1174, 1258]
obit-tag-4: ଏକାଦଶାହ ଉପଲକ୍ଷେ — [56, 1950, 138, 1961]
sign-name-cancer: କର୍କଟ: — [1180, 538, 1209, 551]
obit-extra-4: ତୁମ ସ୍ନେହ ଓ ମମତା ଚିରଦିନ ଆମ ହୃଦୟରେ ରହିବ। ଶୋକସନ୍ତପ୍ତ ସ୍ୱାମୀ, ପୁଅ, ବୋହୂ, ଝିଅ, ଜ୍ୱାଇଁ, ନାତି, ନାତୁଣୀ ଓ ସମସ୍ତ ପରିବାରବର୍ଗ। — [17, 2125, 177, 2174]
sign-text-aries: ଅର୍ଥନୈତିକ ସ୍ଥିତିରେ ସୁଧାର ଆସିବ। ପାରିବାରିକ ପରିବେଶ ଅନୁକୂଳ ରହିବ। ସମ୍ପର୍କୀୟଙ୍କ ସହ ସାକ୍ଷାତ ହେବ। ବ୍ୟବସାୟରେ ଲାଭ ମିଳିବ। — [1180, 127, 1497, 156]
birthday-card-1 — [5, 225, 191, 453]
ipl-body: କମିଶନରେଟ ପୋଲିସ ଏହି ମାମଲାରେ ଅନୁସନ୍ଧାନ ଜାରି ରଖିଛି। — [854, 1371, 1114, 1384]
murder-story — [4, 470, 564, 1350]
sign-text-virgo: ମାନସିକ ଚାପ କମିବ। ଶତ୍ରୁମାନେ ପରାସ୍ତ ହେବେ। ଚାକିରିଆଙ୍କ ପାଇଁ ପଦୋନ୍ନତି ଯୋଗ। ଦାମ୍ପତ୍ୟ ଜୀବନ ସୁଖମୟ ରହିବ। — [1180, 812, 1497, 841]
